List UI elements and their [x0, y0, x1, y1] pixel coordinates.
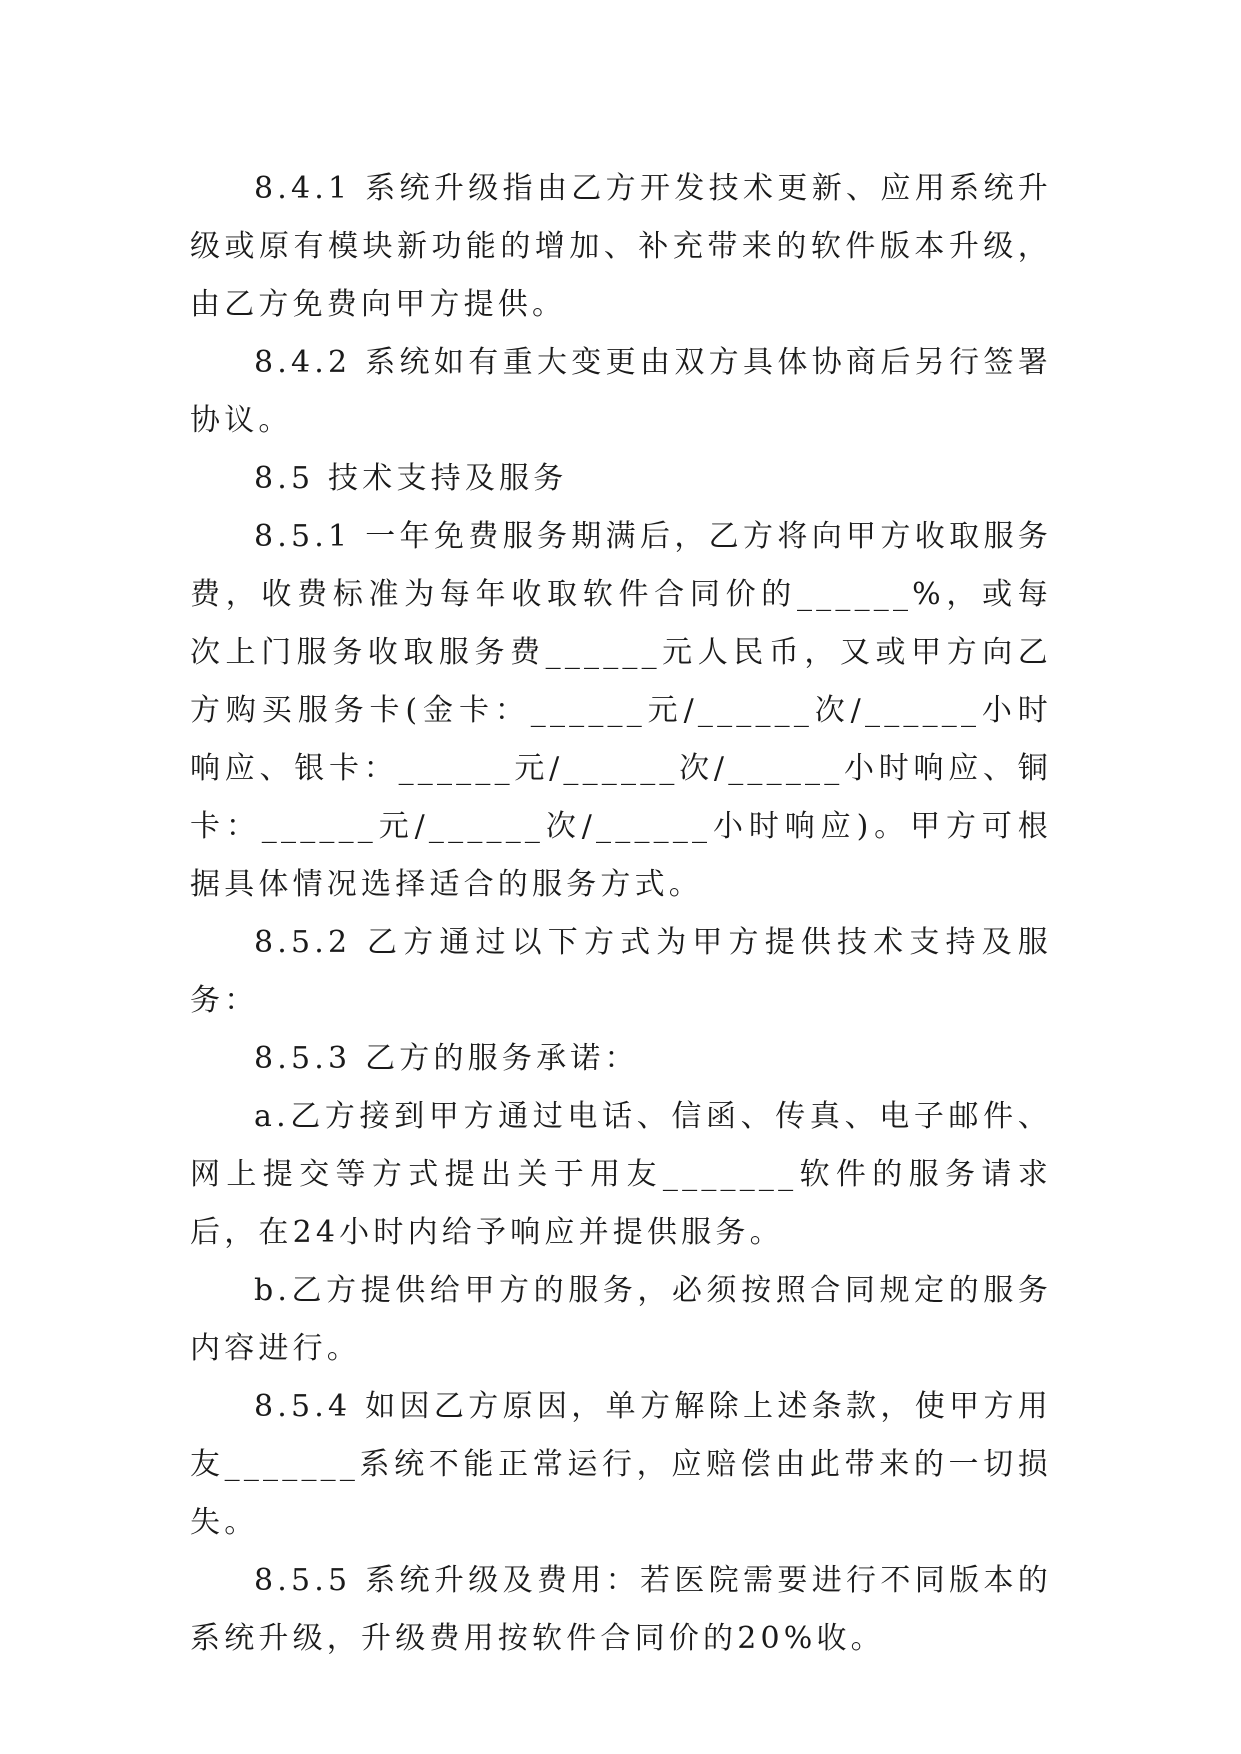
- clause-8-5-4: 8.5.4 如因乙方原因，单方解除上述条款，使甲方用友_______系统不能正常运行，应赔偿由此带来的一切损失。: [190, 1389, 1052, 1540]
- clause-8-4-2: 8.4.2 系统如有重大变更由双方具体协商后另行签署协议。: [190, 345, 1052, 438]
- document-body: [190, 160, 1052, 1668]
- clause-8-4-1: 8.4.1 系统升级指由乙方开发技术更新、应用系统升级或原有模块新功能的增加、补充带来的软件版本升级，由乙方免费向甲方提供。: [190, 171, 1052, 322]
- clause-8-5-2: 8.5.2 乙方通过以下方式为甲方提供技术支持及服务：: [190, 925, 1052, 1018]
- clause-8-5-5: 8.5.5 系统升级及费用：若医院需要进行不同版本的系统升级，升级费用按软件合同价的20%收。: [190, 1563, 1052, 1656]
- clause-8-5-1: 8.5.1 一年免费服务期满后，乙方将向甲方收取服务费，收费标准为每年收取软件合同价的______%，或每次上门服务收取服务费______元人民币，又或甲方向乙方购买服务卡(金卡：______元/______次/______小时响应、银卡：______元/______次/______小时响应、铜卡：______元/______次/______小时响应)。甲方可根据具体情况选择适合的服务方式。: [190, 519, 1052, 902]
- clause-8-5-3-a: a.乙方接到甲方通过电话、信函、传真、电子邮件、网上提交等方式提出关于用友_______软件的服务请求后，在24小时内给予响应并提供服务。: [190, 1099, 1052, 1250]
- clause-8-5-3: 8.5.3 乙方的服务承诺：: [254, 1041, 639, 1076]
- clause-8-5-3-b: b.乙方提供给甲方的服务，必须按照合同规定的服务内容进行。: [190, 1273, 1052, 1366]
- section-heading-8-5: 8.5 技术支持及服务: [254, 461, 568, 496]
